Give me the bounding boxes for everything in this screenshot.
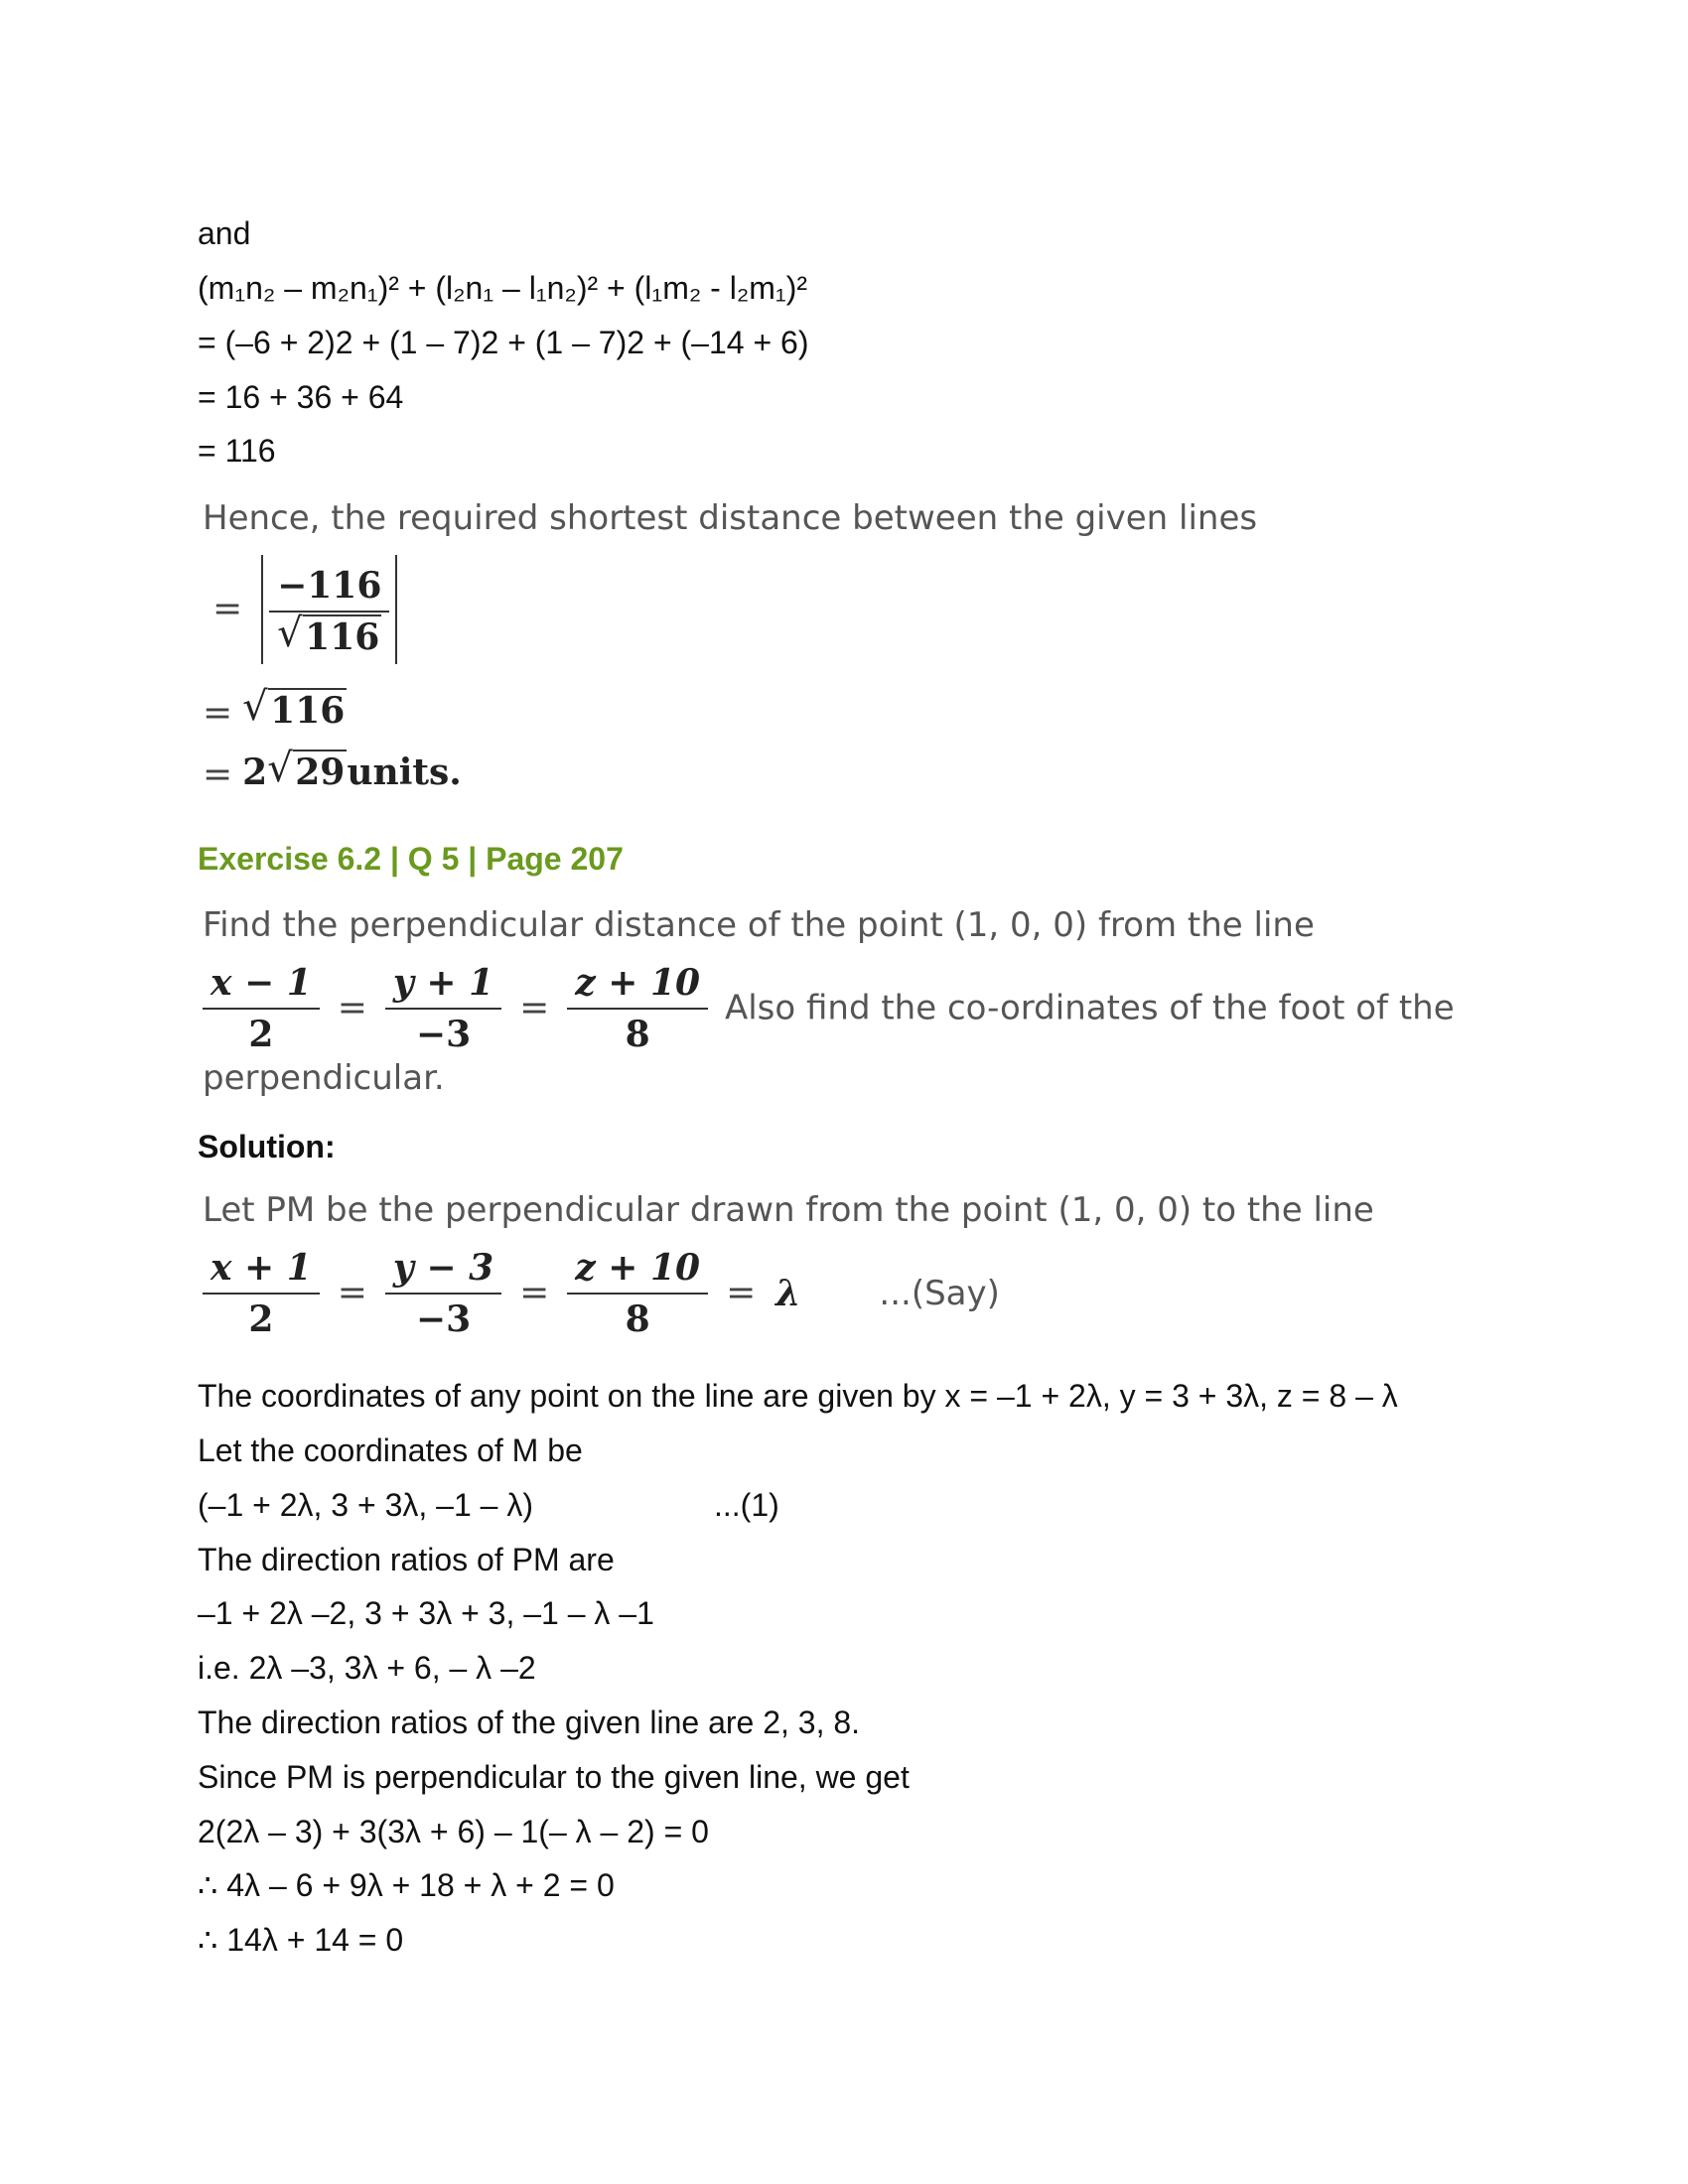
solution-let-line: Let PM be the perpendicular drawn from the point (1, 0, 0) to the line xyxy=(203,1190,1374,1230)
equals-sign: = xyxy=(337,987,367,1028)
fraction-denominator: −3 xyxy=(415,1013,472,1055)
question-line-1: Find the perpendicular distance of the point (1, 0, 0) from the line xyxy=(203,905,1315,945)
question-line-equation xyxy=(203,951,1455,1063)
fraction-numerator: y − 3 xyxy=(385,1243,501,1295)
solution-step-3 xyxy=(198,1485,779,1525)
radicand: 29 xyxy=(295,751,346,793)
question-line-2-tail: Also find the co-ordinates of the foot of the xyxy=(724,988,1455,1028)
solution-step-1: The coordinates of any point on the line are given by x = –1 + 2λ, y = 3 + 3λ, z = 8 – λ xyxy=(198,1378,1398,1414)
fraction-numerator: x − 1 xyxy=(203,958,320,1010)
equals-sign: = xyxy=(726,1272,757,1313)
fraction-denominator: 8 xyxy=(625,1297,650,1340)
radicand: 116 xyxy=(270,690,346,732)
fraction-x xyxy=(203,1243,320,1344)
fraction-denominator: 2 xyxy=(248,1013,274,1055)
fraction-numerator: z + 10 xyxy=(567,1243,708,1295)
fraction-numerator: y + 1 xyxy=(385,958,501,1010)
lambda-symbol: λ xyxy=(775,1272,801,1314)
equation-line-3: = 116 xyxy=(198,433,276,469)
equals-sign: = xyxy=(519,987,550,1028)
solution-label: Solution: xyxy=(198,1129,336,1164)
fraction-z xyxy=(567,958,708,1059)
equals-sign: = xyxy=(203,693,233,734)
fraction-z xyxy=(567,1243,708,1344)
exercise-heading: Exercise 6.2 | Q 5 | Page 207 xyxy=(198,841,624,877)
fraction-denominator: 2 xyxy=(248,1297,274,1340)
question-line-3: perpendicular. xyxy=(203,1058,445,1098)
fraction-denominator xyxy=(269,613,389,662)
solution-step-10: ∴ 4λ – 6 + 9λ + 18 + λ + 2 = 0 xyxy=(198,1867,615,1903)
equation-line-1: = (–6 + 2)2 + (1 – 7)2 + (1 – 7)2 + (–14 + 6) xyxy=(198,325,809,360)
solution-step-6: i.e. 2λ –3, 3λ + 6, – λ –2 xyxy=(198,1650,536,1686)
fraction-denominator: 8 xyxy=(625,1013,650,1055)
equals-sign: = xyxy=(212,588,243,629)
point-m-coordinates: (–1 + 2λ, 3 + 3λ, –1 – λ) xyxy=(198,1487,533,1523)
fraction-y xyxy=(385,958,501,1059)
solution-step-9: 2(2λ – 3) + 3(3λ + 6) – 1(– λ – 2) = 0 xyxy=(198,1814,709,1849)
fraction-denominator: −3 xyxy=(415,1297,472,1340)
solution-step-2: Let the coordinates of M be xyxy=(198,1433,583,1468)
solution-step-5: –1 + 2λ –2, 3 + 3λ + 3, –1 – λ –1 xyxy=(198,1595,654,1631)
equals-sign: = xyxy=(337,1272,367,1313)
say-tag: ...(Say) xyxy=(879,1273,1000,1313)
equals-sign: = xyxy=(203,754,233,795)
solution-equation xyxy=(203,1236,1000,1348)
absolute-value xyxy=(261,555,397,664)
distance-fraction-line xyxy=(203,552,397,664)
formula-expression: (m₁n₂ – m₂n₁)² + (l₂n₁ – l₁n₂)² + (l₁m₂ - l₂m₁)² xyxy=(198,270,807,306)
fraction xyxy=(269,561,389,662)
equation-line-2: = 16 + 36 + 64 xyxy=(198,379,404,415)
sqrt-line xyxy=(203,687,347,738)
fraction-numerator: −116 xyxy=(269,561,389,613)
fraction-numerator: z + 10 xyxy=(567,958,708,1010)
radicand: 116 xyxy=(305,616,380,659)
fraction-x xyxy=(203,958,320,1059)
solution-step-7: The direction ratios of the given line are 2, 3, 8. xyxy=(198,1705,861,1740)
fraction-numerator: x + 1 xyxy=(203,1243,320,1295)
solution-step-11: ∴ 14λ + 14 = 0 xyxy=(198,1922,404,1958)
coefficient: 2 xyxy=(242,751,268,793)
solution-step-8: Since PM is perpendicular to the given line, we get xyxy=(198,1759,910,1795)
solution-step-4: The direction ratios of PM are xyxy=(198,1542,615,1577)
units-label: units. xyxy=(347,751,462,793)
text-and: and xyxy=(198,215,251,251)
equals-sign: = xyxy=(519,1272,550,1313)
result-line xyxy=(203,749,462,799)
equation-tag: ...(1) xyxy=(714,1487,779,1523)
fraction-y xyxy=(385,1243,501,1344)
hence-statement: Hence, the required shortest distance between the given lines xyxy=(203,498,1258,538)
